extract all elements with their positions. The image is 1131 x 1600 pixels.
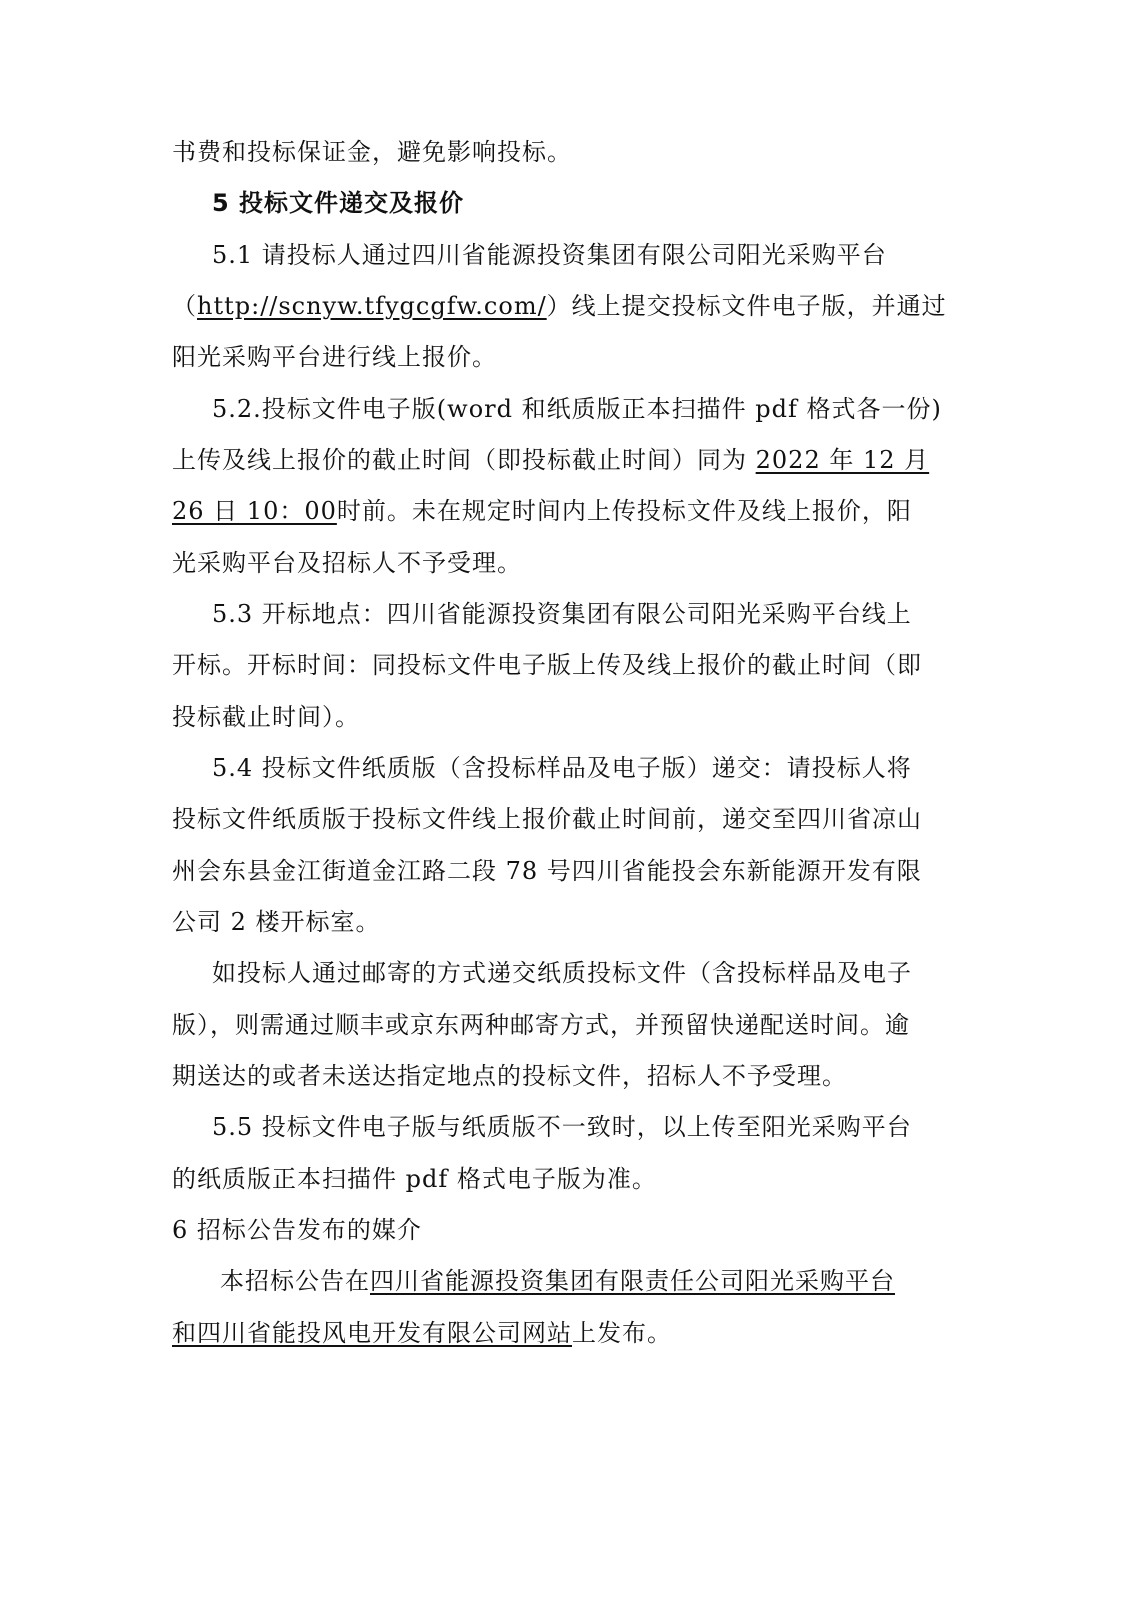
section-heading-5: 5 投标文件递交及报价 <box>212 189 465 217</box>
paragraph-5-1-line <box>172 291 947 321</box>
media-name: 和四川省能投风电开发有限公司网站 <box>172 1319 572 1347</box>
paragraph-5-3-line: 5.3 开标地点：四川省能源投资集团有限公司阳光采购平台线上 <box>212 600 912 628</box>
paragraph-text: 上传及线上报价的截止时间（即投标截止时间）同为 <box>172 446 756 474</box>
paragraph-6-line <box>220 1266 895 1296</box>
paragraph-5-2-line <box>172 445 929 475</box>
section-heading-6: 6 招标公告发布的媒介 <box>172 1216 422 1244</box>
paragraph-5-4-line: 投标文件纸质版于投标文件线上报价截止时间前，递交至四川省凉山 <box>172 805 922 833</box>
paragraph-text: 本招标公告在 <box>220 1267 370 1295</box>
paragraph-5-4-line: 公司 2 楼开标室。 <box>172 908 381 936</box>
paragraph-5-4-line: 5.4 投标文件纸质版（含投标样品及电子版）递交：请投标人将 <box>212 754 912 782</box>
paragraph-5-5-line: 5.5 投标文件电子版与纸质版不一致时，以上传至阳光采购平台 <box>212 1113 912 1141</box>
paren-open: （ <box>172 292 197 320</box>
paragraph-5-3-line: 开标。开标时间：同投标文件电子版上传及线上报价的截止时间（即 <box>172 651 922 679</box>
paragraph-mail-line: 版），则需通过顺丰或京东两种邮寄方式，并预留快递配送时间。逾 <box>172 1011 910 1039</box>
paragraph-6-line <box>172 1318 672 1348</box>
paragraph-5-2-line: 5.2.投标文件电子版(word 和纸质版正本扫描件 pdf 格式各一份) <box>212 395 942 423</box>
paragraph-5-4-line: 州会东县金江街道金江路二段 78 号四川省能投会东新能源开发有限 <box>172 857 922 885</box>
procurement-platform-link[interactable]: http://scnyw.tfygcgfw.com/ <box>197 292 547 320</box>
paragraph-5-2-line: 光采购平台及招标人不予受理。 <box>172 549 522 577</box>
paragraph-5-2-line <box>172 496 912 526</box>
paragraph-mail-line: 期送达的或者未送达指定地点的投标文件，招标人不予受理。 <box>172 1062 847 1090</box>
paragraph-5-5-line: 的纸质版正本扫描件 pdf 格式电子版为准。 <box>172 1165 657 1193</box>
paragraph-mail-line: 如投标人通过邮寄的方式递交纸质投标文件（含投标样品及电子 <box>212 959 912 987</box>
paragraph-line: 书费和投标保证金，避免影响投标。 <box>172 138 572 166</box>
deadline-time: 26 日 10：00 <box>172 497 337 525</box>
paragraph-5-1-line: 阳光采购平台进行线上报价。 <box>172 343 497 371</box>
paragraph-text: 上发布。 <box>572 1319 672 1347</box>
paragraph-text: 时前。未在规定时间内上传投标文件及线上报价，阳 <box>336 497 912 525</box>
paragraph-5-1-line: 5.1 请投标人通过四川省能源投资集团有限公司阳光采购平台 <box>212 241 887 269</box>
deadline-date: 2022 年 12 月 <box>755 446 930 474</box>
media-name: 四川省能源投资集团有限责任公司阳光采购平台 <box>370 1267 895 1295</box>
paragraph-5-3-line: 投标截止时间）。 <box>172 703 360 731</box>
paragraph-text: ）线上提交投标文件电子版，并通过 <box>546 292 947 320</box>
